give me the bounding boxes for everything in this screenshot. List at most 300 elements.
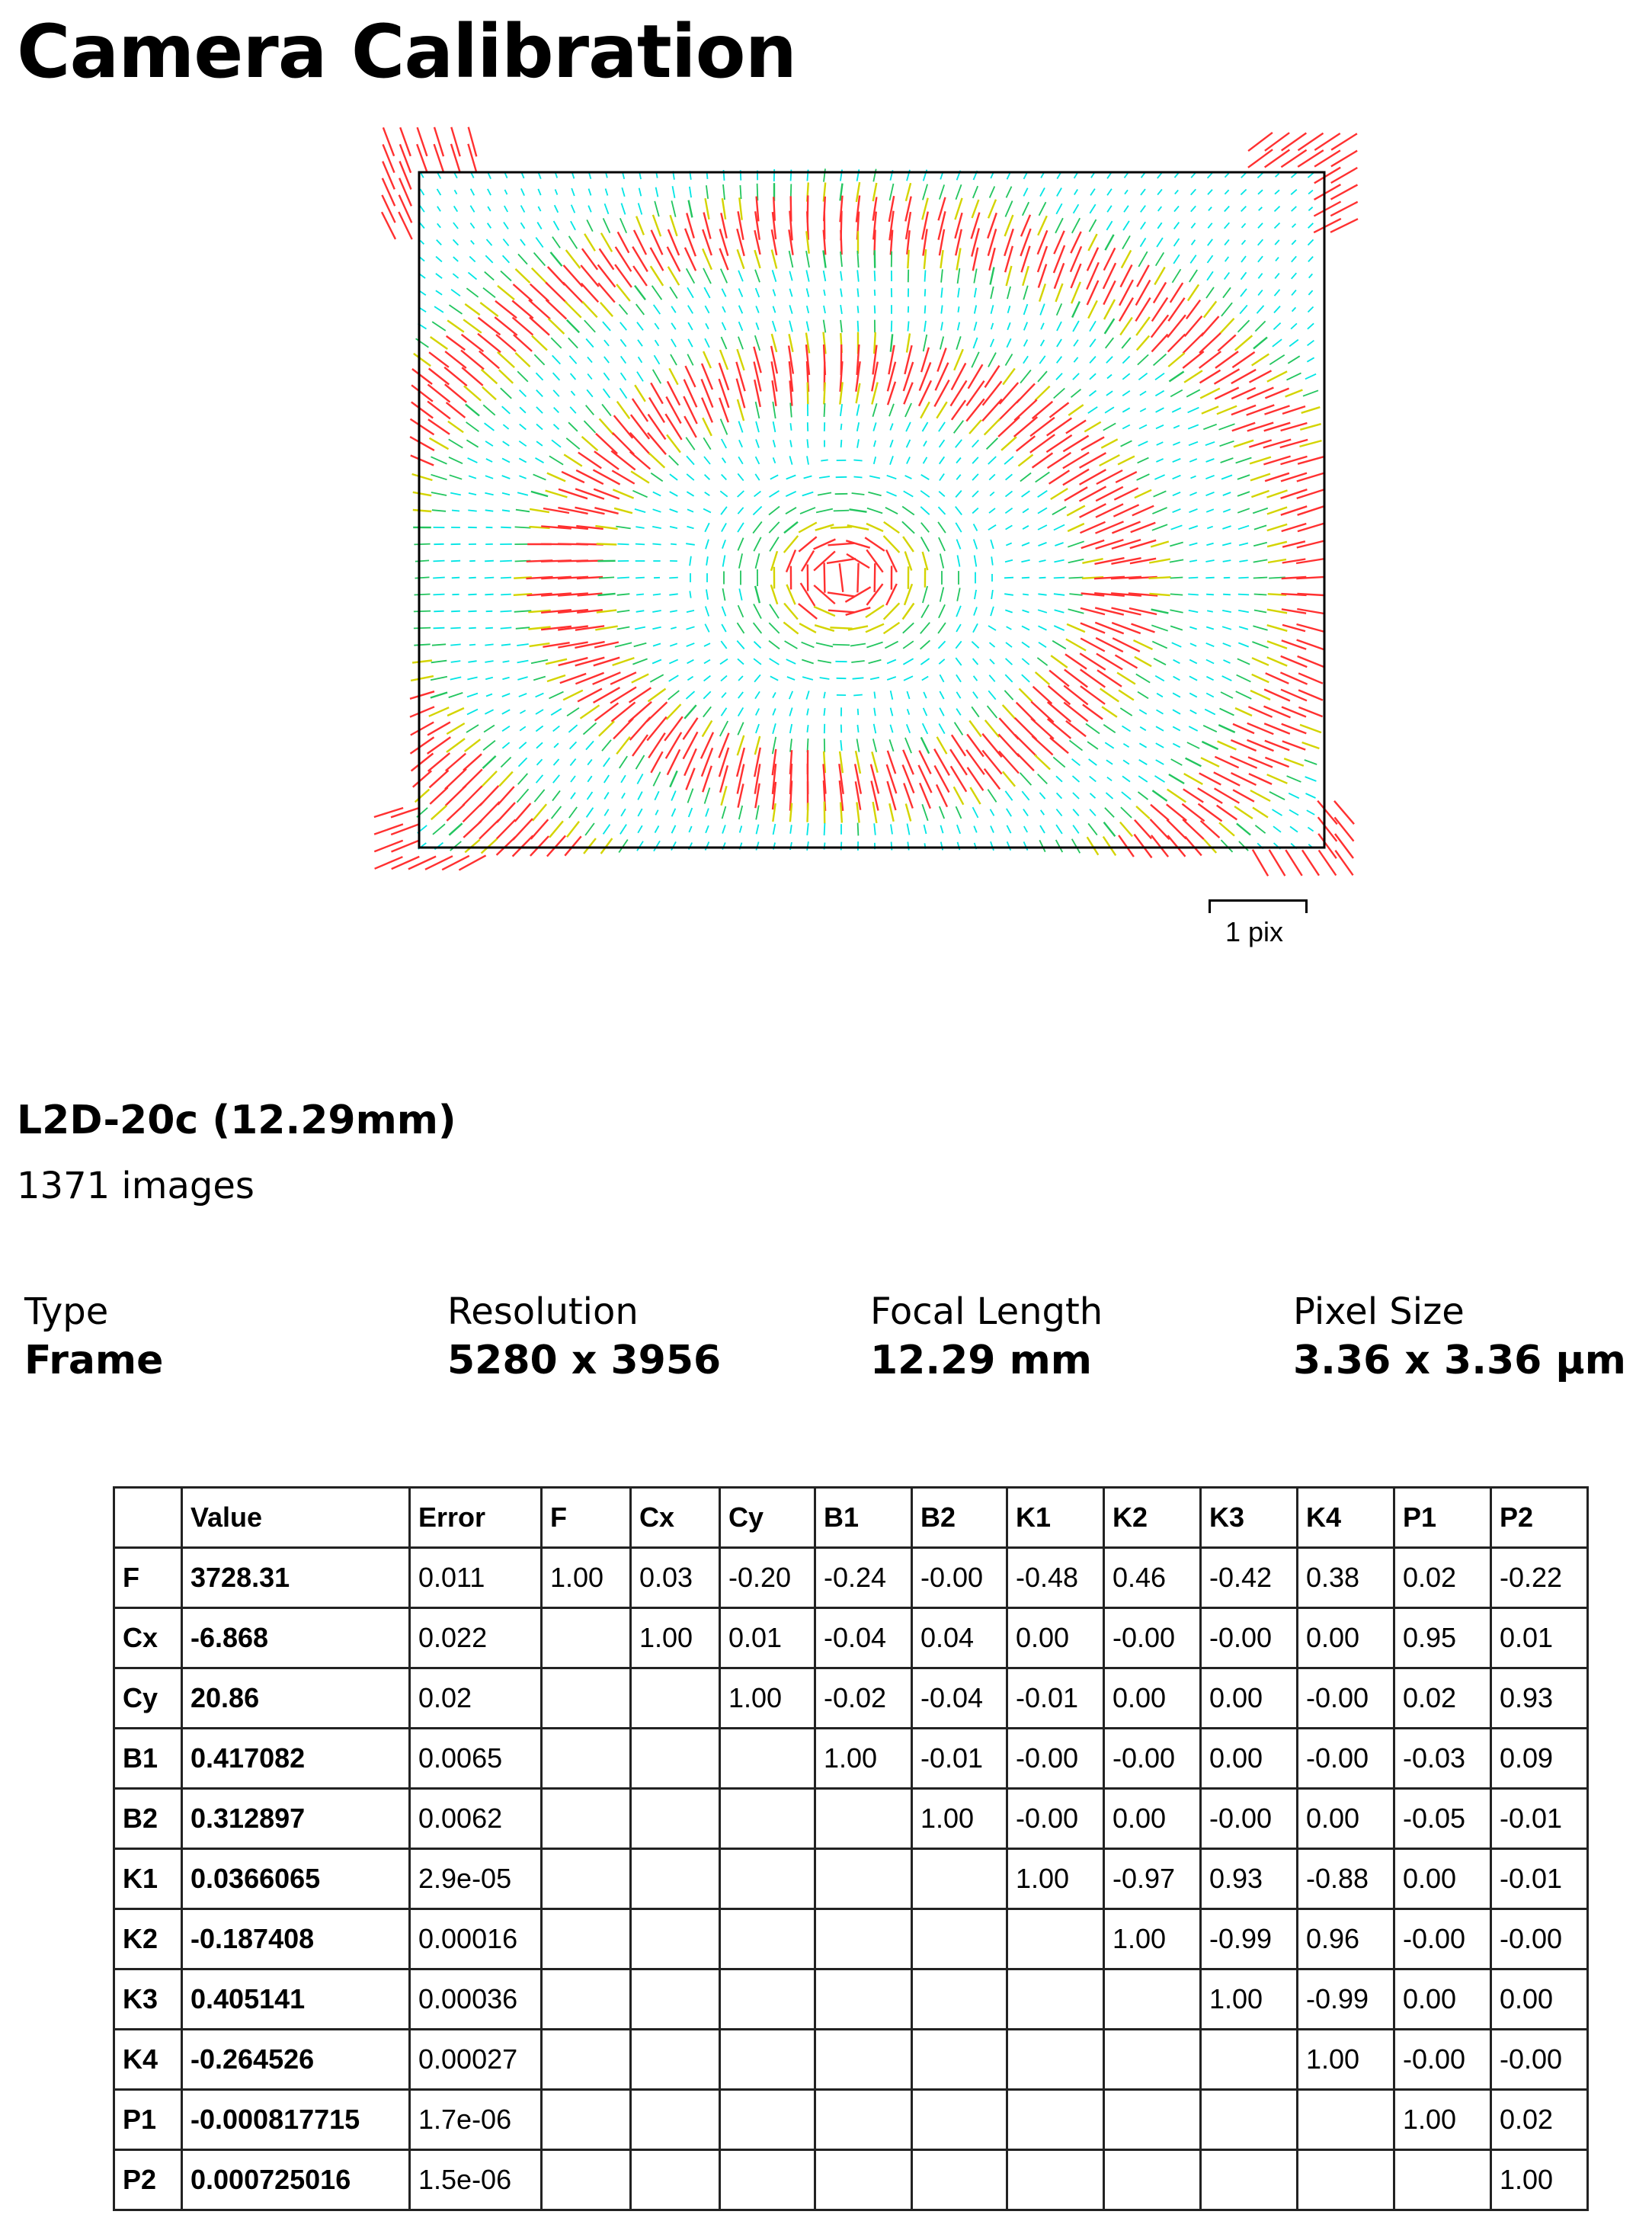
correlation-cell: 1.00 — [542, 1548, 631, 1608]
residual-vector — [721, 269, 727, 284]
residual-vector — [1007, 187, 1012, 198]
residual-vector — [840, 404, 842, 416]
residual-vector — [453, 257, 458, 261]
correlation-cell — [912, 2030, 1007, 2090]
residual-vector — [431, 457, 447, 463]
residual-vector — [705, 624, 709, 633]
residual-vector — [1173, 660, 1180, 664]
residual-vector — [1173, 509, 1181, 512]
residual-vector — [502, 476, 511, 479]
column-header: Cy — [720, 1488, 815, 1548]
spec-value: 3.36 x 3.36 μm — [1293, 1338, 1626, 1383]
residual-vector — [374, 841, 402, 851]
residual-vector — [1292, 256, 1296, 261]
residual-vector — [940, 587, 944, 601]
residual-vector — [1206, 459, 1215, 462]
residual-vector — [605, 204, 609, 214]
row-header: B2 — [114, 1789, 182, 1849]
residual-vector — [603, 389, 610, 398]
residual-vector — [653, 594, 661, 595]
residual-vector — [421, 173, 424, 178]
residual-vector — [991, 287, 994, 299]
residual-vector — [603, 825, 610, 835]
residual-vector — [463, 821, 481, 838]
residual-vector — [568, 338, 578, 348]
residual-vector — [957, 540, 961, 550]
residual-vector — [1267, 774, 1288, 784]
residual-vector — [565, 836, 581, 855]
correlation-cell: -0.00 — [912, 1548, 1007, 1608]
correlation-cell: -0.01 — [1491, 1789, 1588, 1849]
residual-vector — [418, 127, 427, 156]
residual-vector — [903, 604, 914, 620]
residual-vector — [1185, 837, 1202, 856]
residual-vector — [703, 418, 712, 436]
residual-vector — [738, 538, 743, 551]
residual-vector — [1073, 321, 1079, 332]
residual-vector — [789, 708, 792, 716]
residual-vector — [653, 370, 661, 383]
residual-vector — [399, 178, 411, 207]
residual-vector — [1006, 474, 1013, 479]
residual-vector — [1005, 675, 1012, 682]
residual-vector — [754, 659, 761, 665]
residual-vector — [866, 643, 882, 648]
residual-vector — [587, 374, 592, 380]
correlation-cell: -0.48 — [1007, 1548, 1104, 1608]
residual-vector — [1292, 207, 1297, 211]
residual-vector — [551, 709, 562, 715]
residual-vector — [786, 476, 796, 479]
residual-vector — [1088, 234, 1097, 251]
residual-vector — [471, 189, 475, 196]
correlation-cell: -0.01 — [912, 1729, 1007, 1789]
residual-vector — [1275, 240, 1279, 245]
residual-vector — [571, 205, 575, 213]
residual-vector — [604, 340, 609, 346]
residual-vector — [1090, 189, 1095, 196]
residual-vector — [1220, 319, 1234, 334]
residual-vector — [773, 270, 776, 281]
residual-vector — [497, 837, 516, 855]
residual-vector — [1241, 190, 1246, 195]
residual-vector — [1253, 508, 1268, 514]
residual-vector — [431, 661, 447, 663]
residual-vector — [598, 283, 615, 302]
residual-vector — [738, 623, 744, 633]
residual-vector — [827, 559, 856, 563]
residual-vector — [486, 694, 492, 697]
residual-vector — [789, 321, 792, 332]
residual-vector — [722, 337, 727, 349]
residual-vector — [516, 627, 530, 629]
correlation-cell: 0.00 — [1298, 1608, 1394, 1668]
residual-vector — [1253, 543, 1267, 546]
residual-vector — [687, 474, 694, 480]
residual-vector — [468, 144, 476, 173]
residual-vector — [1051, 655, 1068, 668]
residual-vector — [784, 604, 798, 620]
correlation-cell: 0.00 — [1104, 1789, 1201, 1849]
residual-vector — [1023, 356, 1028, 363]
residual-vector — [1154, 475, 1164, 479]
correlation-cell: -0.00 — [1491, 2030, 1588, 2090]
residual-vector — [1118, 457, 1135, 465]
residual-vector — [1222, 611, 1231, 612]
residual-vector — [999, 752, 1019, 774]
residual-vector — [652, 611, 661, 612]
residual-vector — [975, 288, 976, 297]
residual-vector — [1200, 389, 1220, 399]
residual-vector — [547, 835, 565, 856]
correlation-cell — [542, 2090, 631, 2150]
residual-vector — [1224, 660, 1231, 663]
residual-vector — [738, 491, 744, 497]
residual-vector — [671, 354, 677, 365]
residual-vector — [1192, 240, 1196, 245]
distortion-plot — [358, 114, 1394, 907]
correlation-cell: 0.46 — [1104, 1548, 1201, 1608]
residual-vector — [412, 369, 432, 384]
residual-vector — [757, 825, 759, 835]
residual-vector — [1038, 508, 1047, 513]
residual-vector — [1038, 371, 1047, 382]
residual-vector — [1052, 507, 1066, 514]
residual-vector — [789, 456, 792, 464]
residual-vector — [952, 735, 965, 756]
residual-vector — [738, 707, 744, 716]
residual-vector — [1024, 841, 1028, 850]
residual-vector — [447, 336, 466, 350]
residual-vector — [1041, 810, 1045, 815]
residual-vector — [547, 473, 565, 482]
residual-vector — [1276, 174, 1279, 177]
residual-vector — [639, 357, 642, 362]
residual-vector — [447, 739, 465, 752]
residual-vector — [723, 588, 725, 601]
residual-vector — [940, 708, 944, 716]
residual-vector — [1189, 492, 1196, 495]
residual-vector — [1238, 611, 1249, 612]
residual-vector — [622, 204, 626, 215]
correlation-cell: 0.04 — [912, 1608, 1007, 1668]
residual-vector — [1057, 357, 1062, 364]
residual-vector — [706, 809, 709, 817]
residual-vector — [1008, 306, 1010, 312]
residual-vector — [1221, 458, 1234, 463]
residual-vector — [738, 508, 743, 514]
residual-vector — [1106, 221, 1112, 230]
correlation-cell — [542, 1849, 631, 1909]
residual-vector — [391, 808, 420, 818]
residual-vector — [856, 405, 859, 416]
residual-vector — [828, 543, 855, 546]
residual-vector — [773, 723, 776, 734]
residual-vector — [1122, 373, 1129, 380]
residual-vector — [503, 425, 508, 429]
residual-vector — [502, 458, 510, 462]
residual-vector — [554, 425, 559, 430]
residual-vector — [720, 491, 727, 496]
residual-vector — [1023, 266, 1029, 286]
residual-vector — [488, 223, 491, 229]
residual-vector — [1297, 640, 1325, 650]
residual-vector — [1068, 405, 1083, 415]
residual-vector — [1157, 223, 1161, 229]
residual-vector — [582, 248, 597, 270]
residual-vector — [437, 189, 441, 195]
residual-vector — [1186, 300, 1200, 319]
residual-vector — [569, 356, 576, 364]
residual-vector — [375, 857, 403, 869]
residual-vector — [1057, 322, 1061, 331]
residual-vector — [1173, 459, 1181, 462]
row-header: B1 — [114, 1729, 182, 1789]
correlation-cell — [631, 1668, 720, 1729]
residual-vector — [1173, 255, 1180, 264]
residual-vector — [516, 269, 530, 283]
residual-vector — [1021, 560, 1029, 562]
residual-vector — [852, 493, 865, 495]
residual-vector — [567, 320, 579, 333]
residual-vector — [873, 422, 876, 431]
residual-vector — [1106, 793, 1113, 799]
residual-vector — [1191, 476, 1196, 479]
residual-vector — [1105, 407, 1114, 412]
residual-vector — [1275, 190, 1279, 194]
spec-label: Resolution — [447, 1290, 639, 1333]
column-header: K4 — [1298, 1488, 1394, 1548]
residual-vector — [1292, 173, 1297, 178]
correlation-cell — [1007, 2030, 1104, 2090]
residual-vector — [857, 739, 860, 752]
correlation-cell: 0.03 — [631, 1548, 720, 1608]
residual-vector — [941, 288, 942, 298]
residual-vector — [687, 509, 693, 511]
residual-vector — [434, 306, 443, 312]
residual-vector — [411, 754, 434, 771]
residual-vector — [1007, 322, 1010, 330]
residual-vector — [668, 691, 680, 700]
residual-vector — [1104, 300, 1115, 319]
correlation-cell — [631, 2150, 720, 2210]
residual-vector — [589, 189, 591, 196]
residual-vector — [936, 402, 946, 418]
residual-vector — [1041, 340, 1045, 346]
residual-vector — [1022, 659, 1029, 665]
residual-vector — [1004, 691, 1013, 700]
residual-vector — [1056, 284, 1063, 302]
residual-vector — [857, 270, 859, 281]
residual-vector — [853, 460, 862, 461]
residual-vector — [450, 475, 462, 479]
residual-vector — [469, 628, 476, 629]
residual-vector — [1117, 673, 1135, 684]
correlation-cell: -0.00 — [1201, 1789, 1298, 1849]
residual-vector — [958, 322, 959, 331]
residual-vector — [515, 803, 531, 822]
residual-vector — [1237, 659, 1250, 664]
residual-vector — [906, 804, 911, 822]
residual-vector — [568, 422, 578, 431]
correlation-cell: 0.00 — [1491, 1969, 1588, 2030]
residual-vector — [875, 271, 876, 281]
residual-vector — [704, 287, 709, 298]
residual-vector — [687, 492, 693, 496]
residual-vector — [536, 775, 543, 783]
residual-vector — [537, 223, 541, 229]
residual-vector — [449, 439, 463, 447]
residual-vector — [1305, 760, 1317, 764]
residual-vector — [1173, 693, 1180, 697]
residual-vector — [1084, 422, 1100, 432]
residual-vector — [431, 693, 447, 698]
correlation-cell: 0.93 — [1491, 1668, 1588, 1729]
residual-vector — [1006, 659, 1013, 665]
residual-vector — [1202, 742, 1218, 749]
correlation-cell: -0.00 — [1007, 1729, 1104, 1789]
residual-vector — [1073, 776, 1080, 782]
residual-vector — [1241, 289, 1247, 296]
residual-vector — [652, 660, 661, 664]
residual-vector — [532, 268, 547, 284]
residual-vector — [739, 553, 742, 568]
residual-vector — [635, 286, 645, 300]
residual-vector — [1236, 691, 1252, 699]
residual-vector — [1157, 694, 1163, 697]
residual-vector — [799, 523, 817, 533]
residual-vector — [463, 803, 482, 822]
residual-vector — [1222, 526, 1231, 529]
residual-vector — [940, 250, 943, 268]
residual-vector — [973, 338, 977, 348]
residual-vector — [551, 338, 561, 348]
correlation-cell — [542, 1729, 631, 1789]
residual-vector — [1016, 436, 1036, 451]
residual-vector — [769, 507, 780, 515]
residual-vector — [671, 306, 676, 313]
residual-vector — [1023, 286, 1028, 300]
residual-vector — [972, 491, 978, 497]
residual-vector — [722, 624, 726, 632]
residual-vector — [1056, 825, 1062, 834]
residual-vector — [1120, 708, 1132, 716]
residual-vector — [1255, 825, 1265, 833]
residual-vector — [1151, 805, 1169, 821]
residual-vector — [431, 677, 447, 680]
correlation-cell — [1104, 1969, 1201, 2030]
residual-vector — [652, 627, 661, 630]
residual-vector — [515, 353, 530, 367]
residual-vector — [1039, 284, 1045, 301]
residual-vector — [1056, 840, 1063, 852]
error-cell: 0.02 — [410, 1668, 542, 1729]
residual-vector — [1154, 283, 1166, 303]
residual-vector — [414, 354, 431, 366]
column-header: Cx — [631, 1488, 720, 1548]
residual-vector — [485, 510, 494, 511]
residual-vector — [858, 823, 859, 836]
residual-vector — [1167, 790, 1186, 803]
residual-vector — [1273, 339, 1282, 347]
residual-vector — [840, 230, 841, 255]
residual-vector — [703, 509, 711, 513]
residual-vector — [655, 323, 658, 329]
residual-vector — [1173, 744, 1180, 748]
residual-vector — [1273, 323, 1280, 330]
residual-vector — [1137, 336, 1149, 351]
correlation-cell — [815, 2090, 912, 2150]
spec-label: Focal Length — [870, 1290, 1103, 1333]
residual-vector — [1206, 509, 1214, 512]
residual-vector — [919, 765, 932, 793]
residual-vector — [1252, 642, 1268, 648]
residual-vector — [1141, 189, 1145, 195]
residual-vector — [470, 206, 474, 213]
residual-vector — [468, 661, 476, 662]
residual-vector — [1119, 691, 1134, 700]
residual-vector — [1087, 742, 1098, 749]
residual-vector — [975, 306, 976, 314]
residual-vector — [449, 693, 463, 697]
residual-vector — [1289, 810, 1298, 816]
residual-vector — [669, 594, 677, 595]
residual-vector — [903, 537, 914, 552]
residual-vector — [1138, 792, 1148, 800]
residual-vector — [874, 823, 876, 835]
residual-vector — [637, 774, 642, 784]
residual-vector — [907, 334, 910, 353]
residual-vector — [1306, 793, 1316, 798]
residual-vector — [618, 232, 629, 252]
residual-vector — [1022, 626, 1029, 630]
residual-vector — [939, 507, 946, 514]
correlation-cell: 0.00 — [1201, 1668, 1298, 1729]
residual-vector — [1039, 543, 1047, 546]
residual-vector — [1170, 283, 1183, 303]
residual-vector — [857, 725, 858, 732]
residual-vector — [1122, 425, 1130, 429]
residual-vector — [952, 400, 965, 420]
residual-vector — [502, 406, 511, 414]
column-header: Error — [410, 1488, 542, 1548]
residual-vector — [655, 355, 660, 364]
residual-vector — [853, 695, 863, 696]
residual-vector — [904, 491, 914, 496]
residual-vector — [1157, 442, 1164, 445]
residual-vector — [833, 645, 850, 646]
residual-vector — [1116, 472, 1137, 482]
spec-type — [24, 1288, 436, 1386]
residual-vector — [1068, 541, 1084, 546]
residual-vector — [1305, 374, 1316, 380]
residual-vector — [1269, 355, 1284, 364]
residual-vector — [602, 404, 611, 415]
spec-label: Pixel Size — [1293, 1290, 1465, 1333]
residual-vector — [905, 738, 911, 753]
residual-vector — [634, 643, 647, 647]
residual-vector — [1056, 373, 1062, 380]
spec-summary — [24, 1288, 1625, 1395]
residual-vector — [651, 266, 663, 286]
residual-vector — [383, 178, 395, 206]
residual-vector — [958, 268, 960, 284]
residual-vector — [1188, 408, 1199, 413]
residual-vector — [773, 692, 776, 697]
residual-vector — [1000, 383, 1018, 404]
residual-vector — [722, 540, 725, 548]
residual-vector — [1122, 726, 1131, 732]
